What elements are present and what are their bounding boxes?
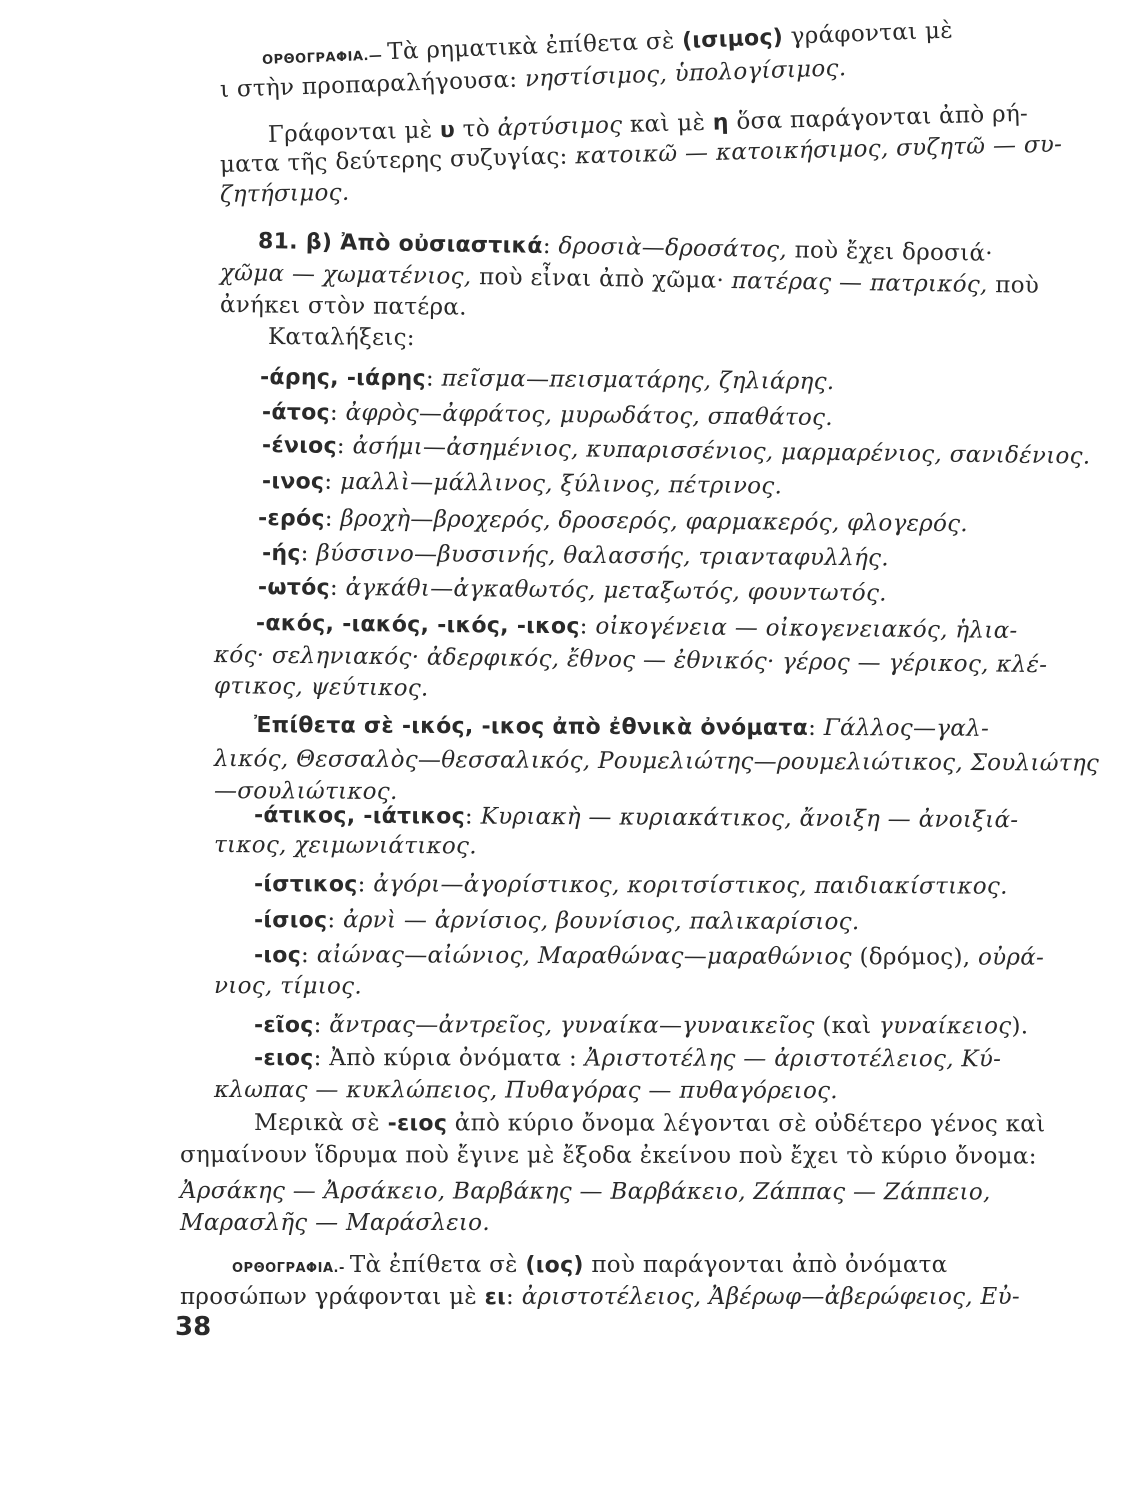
text-span: τὸ xyxy=(454,115,498,143)
text-span: Τὰ ρηματικὰ ἐπίθετα σὲ xyxy=(386,27,683,66)
text-span: Ἀριστοτέλης — ἀριστοτέλειος, Κύ- xyxy=(584,1045,1002,1073)
text-span: : Ἀπὸ κύρια ὀνόματα : xyxy=(313,1045,585,1072)
text-line xyxy=(262,430,1091,473)
text-span: -ακός, -ιακός, -ικός, -ικος xyxy=(255,611,580,640)
text-span: : xyxy=(336,433,353,460)
text-span: ποὺ ἔχει δροσιά· xyxy=(786,237,994,267)
text-span: αἰώνας—αἰώνιος, Μαραθώνας—μαραθώνιος xyxy=(316,942,852,971)
text-span: (δρόμος), xyxy=(851,944,979,971)
text-span: : xyxy=(464,803,481,830)
text-span: Τὰ ἐπίθετα σὲ xyxy=(349,1252,526,1278)
text-span: γυναίκειος xyxy=(879,1013,1012,1040)
text-span: ποὺ xyxy=(987,272,1040,299)
text-span: : xyxy=(301,942,317,969)
text-line xyxy=(260,362,835,398)
text-line xyxy=(258,503,968,540)
text-span: η xyxy=(712,110,730,136)
text-line xyxy=(214,971,362,1002)
text-line xyxy=(254,1108,1046,1140)
text-span: ἄντρας—ἀντρεῖος, γυναίκα—γυναικεῖος xyxy=(329,1012,815,1039)
text-span: ἀπὸ κύριο ὄνομα λέγονται σὲ οὐδέτερο γένος καὶ xyxy=(447,1110,1046,1138)
text-span: : xyxy=(324,468,341,495)
text-span: -ής xyxy=(261,541,301,567)
text-span: Γράφονται μὲ xyxy=(267,117,441,148)
text-span: : xyxy=(579,613,596,640)
text-span: : xyxy=(313,1012,330,1039)
text-span: ποὺ εἶναι ἀπὸ χῶμα· xyxy=(471,263,732,295)
text-span: -άτικος, -ιάτικος xyxy=(253,803,466,830)
text-span: -ειος xyxy=(253,1046,314,1072)
text-span: υ xyxy=(439,117,456,144)
text-span: (καὶ xyxy=(814,1012,880,1040)
text-span: κατοικῶ — κατοικήσιμος, συζητῶ — συ- xyxy=(574,131,1063,170)
text-span: προσώπων γράφονται μὲ xyxy=(180,1284,485,1310)
text-span: ἀνήκει στὸν πατέρα. xyxy=(219,292,467,321)
text-span: ει xyxy=(484,1285,507,1310)
text-span: (ιος) xyxy=(525,1253,584,1278)
text-span: : xyxy=(329,399,346,426)
text-span: ἀφρὸς—ἀφράτος, μυρωδάτος, σπαθάτος. xyxy=(345,399,834,431)
text-span: ἀγκάθι—ἀγκαθωτός, μεταξωτός, φουντωτός. xyxy=(345,574,887,607)
text-line xyxy=(254,940,1044,974)
text-line xyxy=(232,1250,948,1284)
text-span: : xyxy=(357,871,374,898)
text-span: Κυριακὴ — κυριακάτικος, ἄνοιξη — ἀνοιξιά- xyxy=(480,803,1019,834)
text-span: πεῖσμα—πεισματάρης, ζηλιάρης. xyxy=(441,365,835,396)
text-span: -ωτός xyxy=(257,575,331,601)
text-line xyxy=(262,397,833,434)
text-span: 81. β) Ἀπὸ οὐσιαστικά xyxy=(257,229,544,259)
text-span: οὐρά- xyxy=(977,944,1045,971)
text-span: ἀγόρι—ἀγορίστικος, κοριτσίστικος, παιδιακίστικος. xyxy=(373,871,1008,900)
text-span: ι στὴν προπαραλήγουσα: xyxy=(219,66,526,103)
text-span: ζητήσιμος. xyxy=(219,179,350,208)
text-span: -άρης, -ιάρης xyxy=(259,365,426,392)
text-span: ὅσα παράγονται ἀπὸ ρή- xyxy=(728,100,1029,136)
text-span: λικός, Θεσσαλὸς—θεσσαλικός, Ρουμελιώτης—ρουμελιώτικος, Σουλιώτης xyxy=(213,746,1100,777)
text-span: : xyxy=(808,714,824,741)
text-line xyxy=(254,869,1008,903)
text-span: φτικος, ψεύτικος. xyxy=(213,673,429,702)
text-span: σημαίνουν ἵδρυμα ποὺ ἔγινε μὲ ἔξοδα ἐκείνου ποὺ ἔχει τὸ κύριο ὄνομα: xyxy=(179,1142,1037,1170)
text-span: βροχὴ—βροχερός, δροσερός, φαρμακερός, φλογερός. xyxy=(340,505,969,538)
text-line xyxy=(180,1176,991,1207)
text-line xyxy=(214,1075,838,1106)
text-span: βύσσινο—βυσσινής, θαλασσής, τριανταφυλλής. xyxy=(316,540,890,572)
text-line xyxy=(214,830,477,861)
text-line xyxy=(220,178,350,210)
text-span: : xyxy=(324,505,341,532)
text-span: ματα τῆς δεύτερης συζυγίας: xyxy=(219,143,576,178)
text-line xyxy=(180,1208,490,1238)
text-span: πατέρας — πατρικός, xyxy=(731,268,988,299)
text-span: γράφονται μὲ xyxy=(782,17,954,50)
text-span: ΟΡΘΟΓΡΑΦΙΑ.- xyxy=(232,1261,350,1276)
text-span: ἀσήμι—ἀσημένιος, κυπαρισσένιος, μαρμαρένιος, σανιδένιος. xyxy=(352,433,1091,470)
text-line xyxy=(180,1140,1037,1171)
text-span: νηστίσιμος, ὑπολογίσιμος. xyxy=(524,55,847,93)
text-span: Μερικὰ σὲ xyxy=(253,1110,388,1137)
text-line xyxy=(254,710,989,745)
text-span: —σουλιώτικος. xyxy=(213,778,398,805)
text-span: Ἐπίθετα σὲ -ικός, -ικος ἀπὸ ἐθνικὰ ὀνόματα xyxy=(253,713,809,741)
text-line xyxy=(268,322,415,353)
text-span: -ίσιος xyxy=(253,908,328,934)
text-line xyxy=(254,905,860,938)
text-span: ). xyxy=(1011,1013,1029,1040)
text-span: (ισιμος) xyxy=(681,24,784,54)
text-span: Καταλήξεις: xyxy=(267,324,415,352)
text-span: -ινος xyxy=(261,469,325,495)
text-span: νιος, τίμιος. xyxy=(213,973,363,1000)
text-span: : xyxy=(425,365,442,392)
text-span: χῶμα — χωματένιος, xyxy=(219,260,472,290)
text-span: κός· σεληνιακός· ἀδερφικός, ἔθνος — ἐθνικός· γέρος — γέρικος, κλέ- xyxy=(213,642,1048,679)
text-line xyxy=(254,1043,1001,1075)
text-span: ἀρτύσιμος xyxy=(497,112,623,142)
text-span: : xyxy=(506,1284,522,1310)
text-line xyxy=(214,671,429,704)
text-span: -άτος xyxy=(261,400,331,426)
text-span: -ιος xyxy=(253,943,302,969)
text-span: ποὺ παράγονται ἀπὸ ὀνόματα xyxy=(583,1252,948,1278)
text-span: ἀριστοτέλειος, Ἀβέρωφ—ἀβερώφειος, Εὐ- xyxy=(521,1284,1020,1310)
text-span: ΟΡΘΟΓΡΑΦΙΑ.— xyxy=(261,48,388,68)
text-span: Γάλλος—γαλ- xyxy=(823,714,990,742)
text-span: -ένιος xyxy=(261,433,338,460)
text-span: : xyxy=(542,232,559,260)
text-span: τικος, χειμωνιάτικος. xyxy=(213,832,477,860)
text-line xyxy=(262,466,782,502)
text-span: μαλλὶ—μάλλινος, ξύλινος, πέτρινος. xyxy=(339,468,783,500)
text-span: δροσιὰ—δροσάτος, xyxy=(558,233,788,264)
text-span: : xyxy=(329,574,346,601)
text-line xyxy=(220,290,467,323)
text-span: -ίστικος xyxy=(253,872,358,898)
text-span: ἀρνὶ — ἀρνίσιος, βουνίσιος, παλικαρίσιος. xyxy=(343,907,860,936)
text-span: -ειος xyxy=(387,1111,448,1137)
text-line xyxy=(262,538,889,574)
text-line xyxy=(180,1282,1020,1313)
text-span: : xyxy=(300,540,317,567)
text-span: καὶ μὲ xyxy=(621,109,714,139)
text-span: -εῖος xyxy=(253,1013,314,1039)
text-span: : xyxy=(327,907,344,934)
text-span: Ἀρσάκης — Ἀρσάκειο, Βαρβάκης — Βαρβάκειο, Ζάππας — Ζάππειο, xyxy=(179,1178,991,1206)
text-line xyxy=(214,744,1099,779)
text-span: κλωπας — κυκλώπειος, Πυθαγόρας — πυθαγόρειος. xyxy=(213,1077,838,1105)
text-span: οἰκογένεια — οἰκογενειακός, ἡλια- xyxy=(595,613,1018,644)
text-span: Μαρασλῆς — Μαράσλειο. xyxy=(180,1210,490,1236)
text-span: -ερός xyxy=(257,506,325,532)
page-number: 38 xyxy=(175,1312,212,1342)
text-line xyxy=(258,572,887,610)
text-line xyxy=(254,1010,1028,1042)
